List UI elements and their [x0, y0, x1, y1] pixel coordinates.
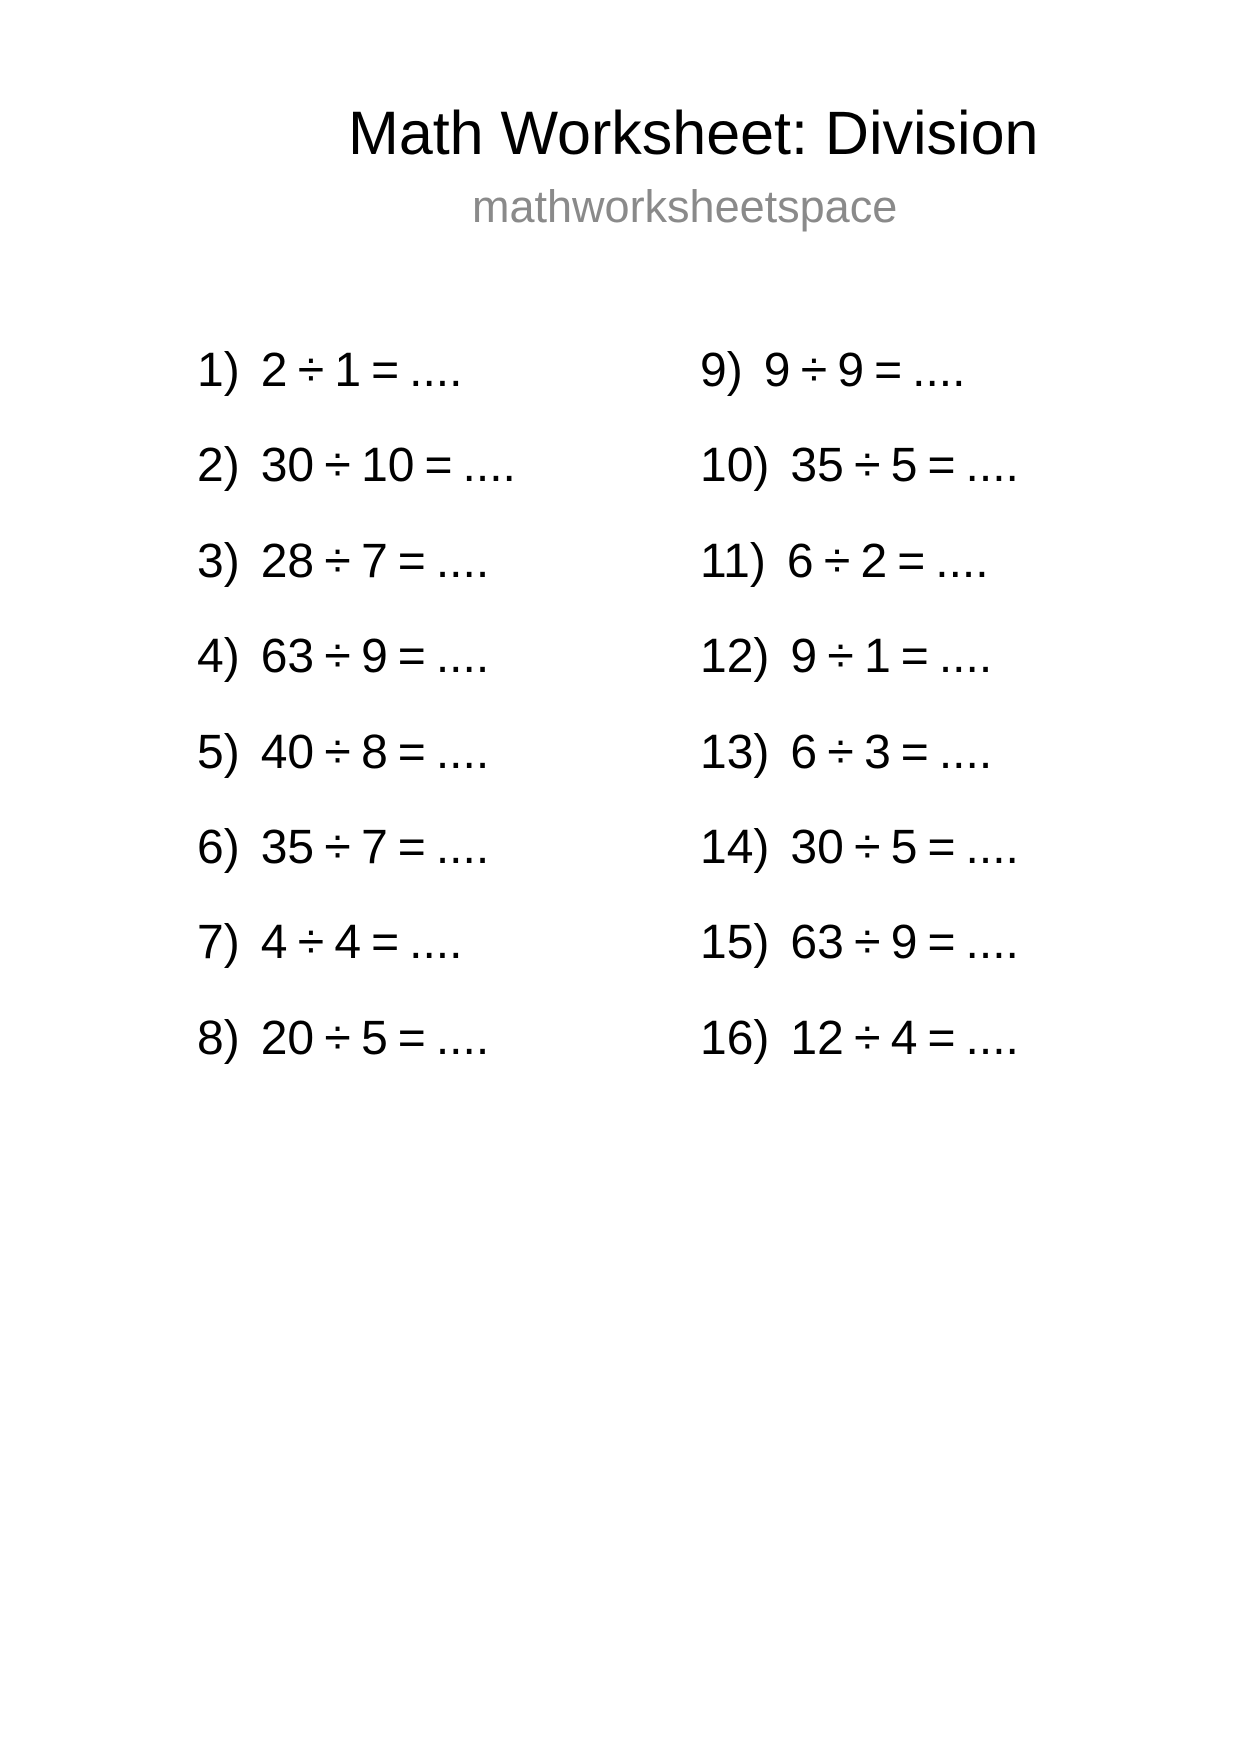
problem-row-6	[197, 800, 516, 895]
equals-sign: =	[397, 725, 426, 779]
problem-row-13	[700, 705, 1019, 800]
problem-expression: 12 ÷ 4	[790, 1011, 918, 1065]
equals-sign: =	[371, 916, 400, 970]
problem-row-8	[197, 991, 516, 1086]
answer-blank: ....	[912, 344, 966, 397]
problem-number: 13)	[700, 725, 770, 779]
equals-sign: =	[424, 439, 453, 493]
answer-blank: ....	[935, 534, 989, 588]
problem-expression: 20 ÷ 5	[260, 1011, 388, 1065]
answer-blank: ....	[409, 916, 463, 970]
problem-expression: 9 ÷ 9	[763, 344, 865, 397]
answer-blank: ....	[965, 820, 1019, 874]
problem-number: 8)	[197, 1011, 240, 1065]
answer-blank: ....	[435, 630, 490, 684]
problem-expression: 35 ÷ 5	[790, 439, 918, 493]
problem-expression: 6 ÷ 2	[786, 534, 888, 588]
problem-row-3	[197, 514, 516, 609]
answer-blank: ....	[435, 534, 490, 588]
answer-blank: ....	[965, 1011, 1019, 1065]
problem-row-10	[700, 418, 1019, 513]
problem-number: 15)	[700, 916, 770, 970]
problem-expression: 2 ÷ 1	[260, 344, 362, 397]
answer-blank: ....	[938, 630, 993, 684]
answer-blank: ....	[965, 439, 1019, 493]
problem-number: 12)	[700, 630, 770, 684]
worksheet-title: Math Worksheet: Division	[348, 99, 1039, 167]
problem-number: 1)	[197, 344, 240, 397]
problem-expression: 63 ÷ 9	[260, 630, 388, 684]
problem-expression: 4 ÷ 4	[260, 916, 362, 970]
problem-row-15	[700, 895, 1019, 990]
equals-sign: =	[927, 1011, 956, 1065]
equals-sign: =	[897, 534, 926, 588]
problem-number: 2)	[197, 439, 240, 493]
equals-sign: =	[874, 344, 903, 397]
problem-expression: 63 ÷ 9	[790, 916, 918, 970]
problem-expression: 40 ÷ 8	[260, 725, 388, 779]
problem-number: 5)	[197, 725, 240, 779]
problem-row-12	[700, 609, 1019, 704]
problem-number: 6)	[197, 820, 240, 874]
answer-blank: ....	[435, 820, 490, 874]
problem-row-14	[700, 800, 1019, 895]
worksheet-subtitle: mathworksheetspace	[472, 181, 898, 232]
problem-row-1	[197, 323, 516, 418]
answer-blank: ....	[938, 725, 993, 779]
equals-sign: =	[900, 725, 929, 779]
problem-expression: 9 ÷ 1	[790, 630, 891, 684]
equals-sign: =	[371, 344, 400, 397]
equals-sign: =	[397, 630, 426, 684]
problem-number: 16)	[700, 1011, 770, 1065]
answer-blank: ....	[409, 344, 463, 397]
equals-sign: =	[927, 820, 956, 874]
problem-row-7	[197, 895, 516, 990]
equals-sign: =	[397, 820, 426, 874]
equals-sign: =	[927, 916, 956, 970]
problem-expression: 28 ÷ 7	[260, 534, 388, 588]
problem-number: 10)	[700, 439, 770, 493]
problem-row-5	[197, 705, 516, 800]
equals-sign: =	[927, 439, 956, 493]
problems-column-left	[197, 323, 516, 1086]
answer-blank: ....	[435, 1011, 490, 1065]
problem-number: 14)	[700, 820, 770, 874]
problem-number: 9)	[700, 344, 743, 397]
equals-sign: =	[900, 630, 929, 684]
problem-expression: 35 ÷ 7	[260, 820, 388, 874]
problem-number: 7)	[197, 916, 240, 970]
problem-number: 11)	[700, 534, 766, 588]
problem-expression: 6 ÷ 3	[790, 725, 891, 779]
problem-row-11	[700, 514, 1019, 609]
problem-number: 3)	[197, 534, 240, 588]
problems-column-right	[700, 323, 1019, 1086]
answer-blank: ....	[435, 725, 490, 779]
problem-expression: 30 ÷ 10	[260, 439, 415, 493]
equals-sign: =	[397, 534, 426, 588]
problem-expression: 30 ÷ 5	[790, 820, 918, 874]
problem-row-2	[197, 418, 516, 513]
problem-number: 4)	[197, 630, 240, 684]
answer-blank: ....	[462, 439, 516, 493]
answer-blank: ....	[965, 916, 1019, 970]
problem-row-4	[197, 609, 516, 704]
problem-row-16	[700, 991, 1019, 1086]
problem-row-9	[700, 323, 1019, 418]
equals-sign: =	[397, 1011, 426, 1065]
